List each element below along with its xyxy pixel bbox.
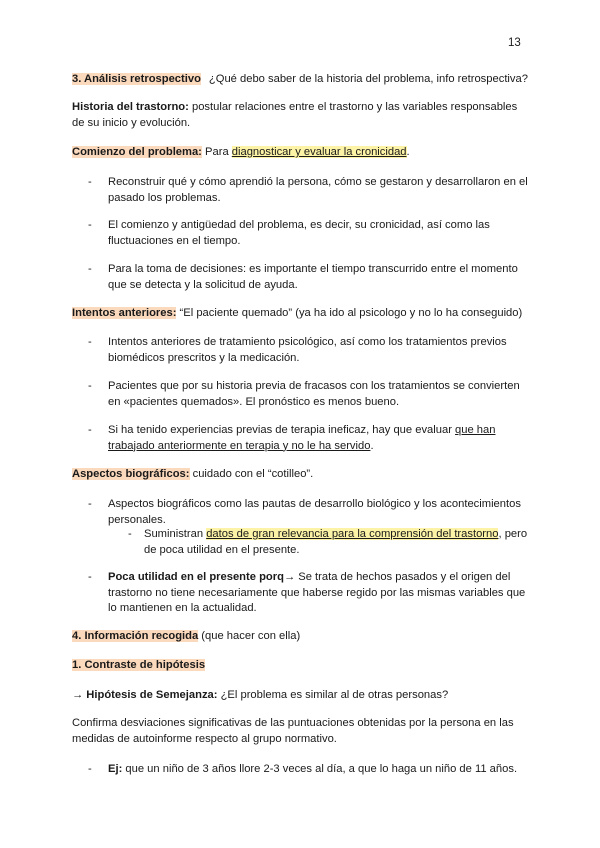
aspectos-sub-highlight: datos de gran relevancia para la comprensión del trastorno <box>206 528 499 540</box>
bullet-dash: - <box>88 424 92 436</box>
section-4-1-heading: 1. Contraste de hipótesis <box>72 659 206 671</box>
intentos-bullet-1: Intentos anteriores de tratamiento psicológico, así como los tratamientos previos biomédicos prescritos y la medicación. <box>108 336 507 364</box>
aspectos-sub-pre: Suministran <box>144 528 207 540</box>
historia-label: Historia del trastorno: <box>72 101 189 113</box>
list-item <box>88 335 532 366</box>
list-item <box>88 570 532 617</box>
bullet-dash: - <box>88 498 92 510</box>
intentos-label: Intentos anteriores: <box>72 307 177 319</box>
example-text: que un niño de 3 años llore 2-3 veces al día, a que lo haga un niño de 11 años. <box>122 763 518 775</box>
intentos-bullet-3-underlined: que han trabajado anteriormente en terapia y no le ha servido <box>108 424 496 452</box>
bullet-dash: - <box>88 571 92 583</box>
aspectos-bullet-2-text: Se trata de hechos pasados y el origen del trastorno no tiene necesariamente que haberse regido por las mismas variables que lo mantienen en la actualidad. <box>108 571 526 614</box>
aspectos-sub-post: , pero de poca utilidad en el presente. <box>144 528 528 556</box>
aspectos-bullet-2-bold: Poca utilidad en el presente porq <box>108 571 284 583</box>
comienzo-paragraph <box>72 145 532 161</box>
comienzo-pre: Para <box>201 146 232 158</box>
comienzo-bullet-1: Reconstruir qué y cómo aprendió la persona, cómo se gestaron y desarrollaron en el pasado los problemas. <box>108 176 528 204</box>
example-bullet <box>108 762 532 778</box>
list-item <box>88 379 532 410</box>
section-4-heading: 4. Información recogida <box>72 630 199 642</box>
intentos-bullet-3 <box>108 423 532 454</box>
aspectos-bullet-2 <box>108 570 532 617</box>
aspectos-bullet-1: Aspectos biográficos como las pautas de desarrollo biológico y los acontecimientos personales. <box>108 498 521 526</box>
intentos-paragraph <box>72 306 532 322</box>
section-4-1-line <box>72 658 532 674</box>
list-item <box>88 423 532 454</box>
list-item <box>88 218 532 249</box>
historia-text: postular relaciones entre el trastorno y las variables responsables de su inicio y evolución. <box>72 101 518 129</box>
bullet-dash: - <box>128 528 132 540</box>
page-number: 13 <box>508 37 521 49</box>
list-item <box>88 762 532 778</box>
aspectos-sub-bullet <box>144 527 532 558</box>
historia-paragraph <box>72 100 532 131</box>
arrow-icon: → <box>72 689 84 701</box>
bullet-dash: - <box>88 219 92 231</box>
section-3-heading: 3. Análisis retrospectivo <box>72 73 201 85</box>
section-3-question: ¿Qué debo saber de la historia del problema, info retrospectiva? <box>208 73 528 85</box>
arrow-icon: → <box>283 571 296 583</box>
aspectos-text: cuidado con el “cotilleo”. <box>189 468 314 480</box>
semejanza-line <box>72 688 532 704</box>
bullet-dash: - <box>88 336 92 348</box>
section-4-line <box>72 629 532 645</box>
intentos-text: “El paciente quemado” (ya ha ido al psicologo y no lo ha conseguido) <box>176 307 523 319</box>
section-4-text: (que hacer con ella) <box>198 630 301 642</box>
intentos-bullet-3-post: . <box>370 439 374 452</box>
aspectos-paragraph <box>72 467 532 483</box>
comienzo-highlight: diagnosticar y evaluar la cronicidad <box>231 146 407 158</box>
bullet-dash: - <box>88 176 92 188</box>
list-item <box>88 497 532 528</box>
comienzo-label: Comienzo del problema: <box>72 146 202 158</box>
confirma-paragraph: Confirma desviaciones significativas de las puntuaciones obtenidas por la persona en las medidas de autoinforme respecto al grupo normativo. <box>72 717 514 745</box>
bullet-dash: - <box>88 380 92 392</box>
bullet-dash: - <box>88 263 92 275</box>
semejanza-text: ¿El problema es similar al de otras personas? <box>217 689 449 701</box>
intentos-bullet-3-pre: Si ha tenido experiencias previas de terapia ineficaz, hay que evaluar <box>108 424 456 436</box>
comienzo-bullet-3: Para la toma de decisiones: es importante el tiempo transcurrido entre el momento que se detecta y la solicitud de ayuda. <box>108 263 518 291</box>
semejanza-label: Hipótesis de Semejanza: <box>83 689 218 701</box>
example-label: Ej: <box>108 763 123 775</box>
list-item <box>128 527 532 558</box>
section-3-heading-line <box>72 72 532 88</box>
bullet-dash: - <box>88 763 92 775</box>
comienzo-bullet-2: El comienzo y antigüedad del problema, es decir, su cronicidad, así como las fluctuaciones en el tiempo. <box>108 219 490 247</box>
comienzo-post: . <box>406 146 410 158</box>
list-item <box>88 175 532 206</box>
list-item <box>88 262 532 293</box>
intentos-bullet-2: Pacientes que por su historia previa de fracasos con los tratamientos se convierten en «pacientes quemados». El pronóstico es menos bueno. <box>108 380 520 408</box>
aspectos-label: Aspectos biográficos: <box>72 468 190 480</box>
